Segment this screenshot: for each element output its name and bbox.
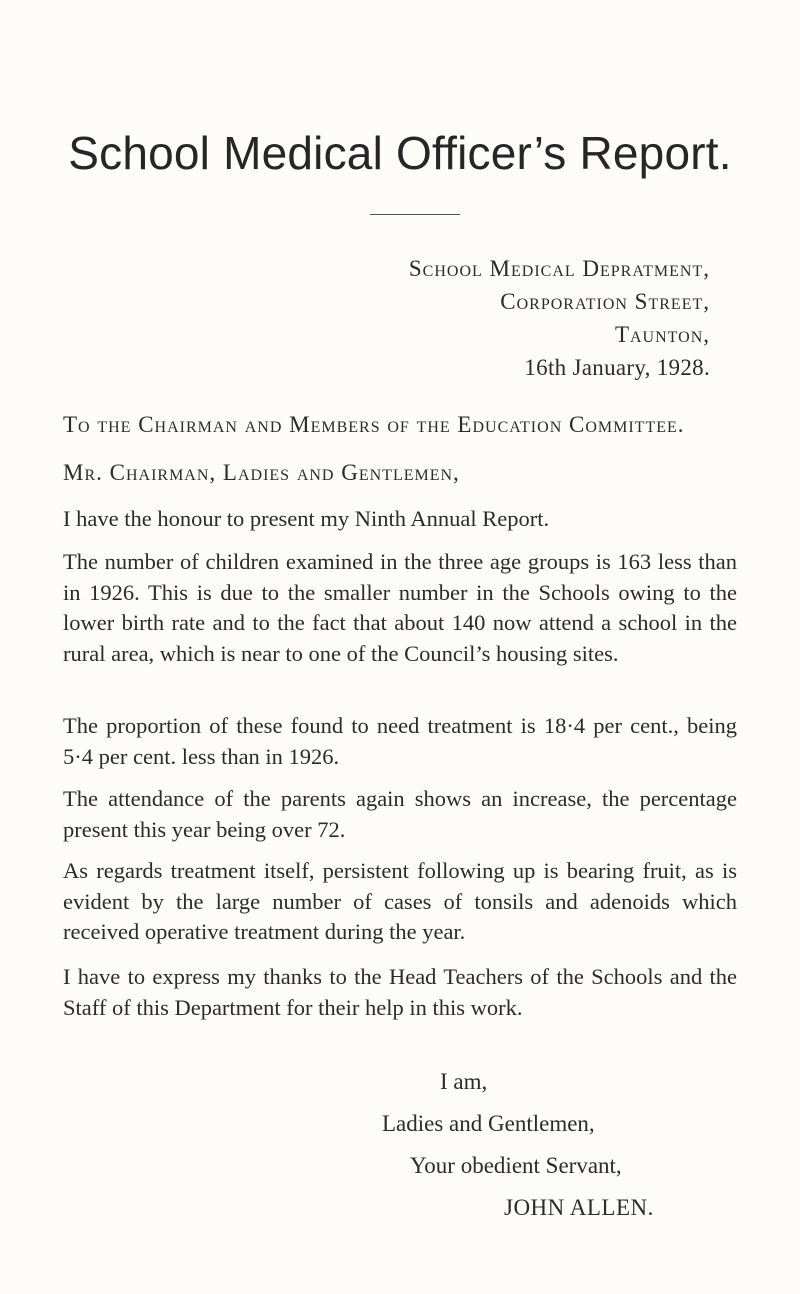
paragraph-1: I have the honour to present my Ninth Annual Report.: [63, 506, 550, 531]
paragraph-2: The number of children examined in the three age groups is 163 less than in 1926. This is due to the smaller number in the Schools owing to the lower birth rate and to the fact that about 140 now attend a school in the rural area, which is near to one of the Council’s housing sites.: [63, 549, 737, 666]
address-line-street: Corporation Street,: [500, 289, 710, 314]
address-line-department: School Medical Depratment,: [408, 256, 710, 281]
closing-obedient-servant: Your obedient Servant,: [410, 1153, 622, 1178]
address-line-town: Taunton,: [614, 322, 710, 347]
salutation-line: Mr. Chairman, Ladies and Gentlemen,: [63, 460, 460, 485]
paragraph-5: As regards treatment itself, persistent following up is bearing fruit, as is evident by the large number of cases of tonsils and adenoids which received operative treatment during the year.: [63, 858, 737, 944]
closing-ladies-gentlemen: Ladies and Gentlemen,: [382, 1111, 595, 1136]
page-title: School Medical Officer’s Report.: [68, 127, 732, 179]
paragraph-4: The attendance of the parents again shows an increase, the percentage present this year being over 72.: [63, 786, 737, 842]
title-divider: [370, 214, 460, 215]
closing-i-am: I am,: [440, 1069, 488, 1094]
letter-date: 16th January, 1928.: [524, 355, 710, 380]
addressee-line: To the Chairman and Members of the Education Committee.: [63, 412, 685, 437]
paragraph-3: The proportion of these found to need treatment is 18·4 per cent., being 5·4 per cent. less than in 1926.: [63, 713, 737, 769]
signature-name: JOHN ALLEN.: [504, 1195, 654, 1220]
paragraph-6: I have to express my thanks to the Head Teachers of the Schools and the Staff of this Department for their help in this work.: [63, 964, 737, 1020]
